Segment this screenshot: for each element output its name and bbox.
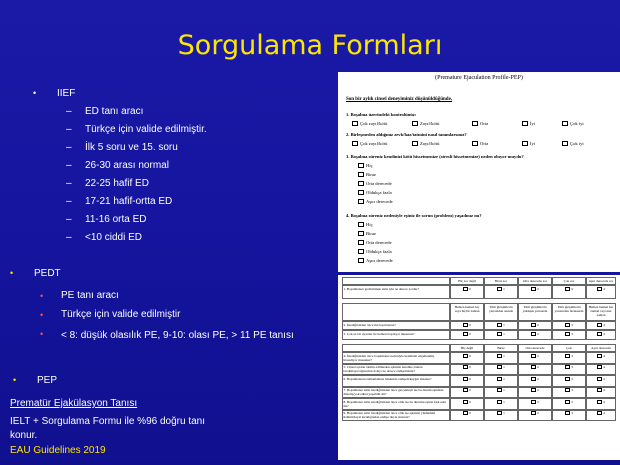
column-header: Aşırı derecede xyxy=(586,344,616,352)
score-cell xyxy=(552,410,586,422)
pep-title: (Premature Ejaculation Profile-PEP) xyxy=(435,75,523,81)
score-value: 3 xyxy=(571,331,573,336)
checkbox xyxy=(497,377,502,381)
score-value: 4 xyxy=(603,399,605,404)
checkbox xyxy=(531,365,536,369)
checkbox xyxy=(597,400,602,404)
column-header: Çok zor xyxy=(552,277,586,285)
score-cell xyxy=(484,352,518,364)
score-value: 3 xyxy=(571,353,573,358)
score-cell xyxy=(518,375,552,387)
score-cell xyxy=(450,375,484,387)
checkbox xyxy=(597,411,602,415)
column-header: Tüm girişimlerin yarısından fazlasında xyxy=(552,303,586,321)
pedt-question: 5. Cinsel açıdan tatmin edilmeden eşinizin kendine zaman bırakmayacağınızdan dolayı ne derece endişelisiniz? xyxy=(342,364,450,376)
score-cell xyxy=(552,375,586,387)
score-cell xyxy=(450,410,484,422)
checkbox xyxy=(597,354,602,358)
checkbox xyxy=(531,388,536,392)
score-value: 4 xyxy=(603,376,605,381)
pep-option: Zayıf/kötü xyxy=(420,121,440,126)
checkbox xyxy=(463,400,468,404)
checkbox xyxy=(565,365,570,369)
score-cell xyxy=(518,398,552,410)
column-header: Tüm girişimlerin yarısından azında xyxy=(484,303,518,321)
score-value: 3 xyxy=(571,322,573,327)
score-cell xyxy=(518,364,552,376)
score-cell xyxy=(518,387,552,399)
pedt-question: 1. Boşalmanızı geciktirmek sizin için ne derece zordur? xyxy=(342,285,450,299)
score-cell xyxy=(484,285,518,299)
checkbox xyxy=(531,287,536,291)
bottom-line-2: IELT + Sorgulama Formu ile %96 doğru tanı konur. xyxy=(10,416,206,441)
checkbox xyxy=(597,377,602,381)
checkbox xyxy=(597,332,602,336)
score-value: 0 xyxy=(469,322,471,327)
pep-option: Çok iyi xyxy=(570,141,584,146)
pep-intro: Son bir aylık cinsel deneyiminiz düşünüldüğünde, xyxy=(346,97,453,102)
checkbox xyxy=(565,377,570,381)
iief-item: ED tanı aracı xyxy=(85,106,144,117)
score-cell xyxy=(586,321,616,330)
score-value: 2 xyxy=(537,322,539,327)
bullet-dot: • xyxy=(40,291,44,301)
score-value: 0 xyxy=(469,353,471,358)
iief-item: 17-21 hafif-ortta ED xyxy=(85,196,173,207)
score-value: 3 xyxy=(571,286,573,291)
checkbox xyxy=(463,354,468,358)
score-cell xyxy=(518,321,552,330)
iief-item: 22-25 hafif ED xyxy=(85,178,149,189)
column-header: Orta derecede zor xyxy=(518,277,552,285)
column-header: Biraz zor xyxy=(484,277,518,285)
iief-item: İlk 5 soru ve 15. soru xyxy=(85,142,178,153)
checkbox xyxy=(531,323,536,327)
score-cell xyxy=(484,410,518,422)
score-value: 3 xyxy=(571,411,573,415)
score-value: 1 xyxy=(503,286,505,291)
score-value: 4 xyxy=(603,331,605,336)
pep-question: 3. Boşalma süreniz kendinizi kötü hissetmenize (stresli hissetmenize) neden oluyor muydu? xyxy=(346,154,524,159)
score-value: 3 xyxy=(571,388,573,392)
score-value: 0 xyxy=(469,376,471,381)
bullet-dot: • xyxy=(13,375,17,385)
score-cell xyxy=(552,352,586,364)
score-value: 0 xyxy=(469,331,471,336)
score-cell xyxy=(586,285,616,299)
header-blank xyxy=(342,344,450,352)
pep-label: PEP xyxy=(37,375,58,386)
score-value: 1 xyxy=(503,331,505,336)
column-header: Çok xyxy=(552,344,586,352)
checkbox xyxy=(565,287,570,291)
pep-option: Çok iyi xyxy=(570,121,584,126)
score-value: 1 xyxy=(503,399,505,404)
iief-label: IIEF xyxy=(57,88,76,99)
pep-option: Orta derecede xyxy=(366,240,392,245)
score-cell xyxy=(450,330,484,340)
pep-option: Orta xyxy=(480,141,489,146)
pedt-item: < 8: düşük olasılık PE, 9-10: olası PE, > 11 PE tanısı xyxy=(61,330,294,341)
score-cell xyxy=(518,330,552,340)
score-value: 1 xyxy=(503,388,505,392)
score-cell xyxy=(518,352,552,364)
score-cell xyxy=(484,364,518,376)
score-value: 2 xyxy=(537,365,539,369)
checkbox xyxy=(497,411,502,415)
score-cell xyxy=(484,398,518,410)
column-header: Orta derecede xyxy=(518,344,552,352)
pedt-question: 8. Boşalmanız sizin istediğinizden önce oldu ise bu durumu eşiniz fark eder mi? xyxy=(342,398,450,410)
checkbox xyxy=(565,388,570,392)
checkbox xyxy=(463,377,468,381)
checkbox xyxy=(497,287,502,291)
column-header: Hemen hemen her zaman veya her zaman xyxy=(586,303,616,321)
pedt-questionnaire-table xyxy=(338,275,620,460)
score-value: 3 xyxy=(571,399,573,404)
iief-item: <10 ciddi ED xyxy=(85,232,142,243)
pep-option: Zayıf/kötü xyxy=(420,141,440,146)
score-cell xyxy=(450,364,484,376)
checkbox xyxy=(597,287,602,291)
score-value: 2 xyxy=(537,411,539,415)
score-cell xyxy=(484,375,518,387)
score-cell xyxy=(552,321,586,330)
pep-option: Hiç xyxy=(366,222,373,227)
score-value: 4 xyxy=(603,388,605,392)
pep-question: 1. Boşalma üzerindeki kontrolünüz: xyxy=(346,112,417,117)
score-value: 0 xyxy=(469,399,471,404)
checkbox xyxy=(565,354,570,358)
score-value: 0 xyxy=(469,388,471,392)
iief-item: 11-16 orta ED xyxy=(85,214,147,225)
iief-item: 26-30 arası normal xyxy=(85,160,169,171)
score-value: 4 xyxy=(603,286,605,291)
checkbox xyxy=(497,365,502,369)
checkbox xyxy=(463,388,468,392)
checkbox xyxy=(531,400,536,404)
score-value: 1 xyxy=(503,411,505,415)
checkbox xyxy=(463,287,468,291)
checkbox xyxy=(497,323,502,327)
pep-option: Aşırı derecede xyxy=(366,258,393,263)
checkbox xyxy=(497,388,502,392)
slide-title: Sorgulama Formları xyxy=(177,30,443,61)
score-cell xyxy=(484,330,518,340)
pep-option: Çok zayıf/kötü xyxy=(360,141,388,146)
score-cell xyxy=(518,285,552,299)
checkbox xyxy=(597,365,602,369)
checkbox xyxy=(497,400,502,404)
score-cell xyxy=(586,387,616,399)
checkbox xyxy=(531,354,536,358)
pedt-item: Türkçe için valide edilmiştir xyxy=(61,309,181,320)
score-cell xyxy=(586,330,616,340)
bottom-line-3: EAU Guidelines 2019 xyxy=(10,445,106,456)
column-header: Tüm girişimlerin yaklaşık yarısında xyxy=(518,303,552,321)
score-value: 0 xyxy=(469,286,471,291)
score-cell xyxy=(484,387,518,399)
pedt-question: 4. İstediğinizden önce boşalmanız nedeniyle kendinizi engellenmiş hissediyor musunuz? xyxy=(342,352,450,364)
pep-option: Aşırı derecede xyxy=(366,199,393,204)
pep-option: Biraz xyxy=(366,231,376,236)
score-value: 2 xyxy=(537,286,539,291)
score-cell xyxy=(586,410,616,422)
score-value: 0 xyxy=(469,411,471,415)
header-blank xyxy=(342,303,450,321)
score-value: 2 xyxy=(537,388,539,392)
bullet-dot: • xyxy=(40,329,44,339)
checkbox xyxy=(531,332,536,336)
checkbox xyxy=(565,323,570,327)
score-value: 1 xyxy=(503,353,505,358)
score-value: 2 xyxy=(537,331,539,336)
pep-option: Orta derecede xyxy=(366,181,392,186)
score-value: 4 xyxy=(603,353,605,358)
pep-option: Hiç xyxy=(366,163,373,168)
score-cell xyxy=(518,410,552,422)
pep-option: İyi xyxy=(530,121,536,126)
score-cell xyxy=(586,352,616,364)
checkbox xyxy=(463,365,468,369)
pedt-question: 9. Boşalmanız sizin istediğinizden önce oldu ise eşinizin yüzündeki üzüntü/hayal kırıklığından endişe duyar mısınız? xyxy=(342,410,450,422)
score-value: 1 xyxy=(503,322,505,327)
pedt-question: 7. Boşalmanız sizin istediğinizden önce gerçekleşir ise bu durum eşinizde düzelip/yok etkisi yapabilir mi? xyxy=(342,387,450,399)
checkbox xyxy=(463,411,468,415)
score-cell xyxy=(450,321,484,330)
checkbox xyxy=(565,332,570,336)
score-value: 3 xyxy=(571,376,573,381)
pedt-question: 2. İstediğinizden önce mi boşalırsınız? xyxy=(342,321,450,330)
score-value: 2 xyxy=(537,399,539,404)
column-header: Hemen hemen hiç veya hiçbir zaman xyxy=(450,303,484,321)
checkbox xyxy=(565,411,570,415)
column-header: Hiç zor değil xyxy=(450,277,484,285)
checkbox xyxy=(497,354,502,358)
score-cell xyxy=(552,285,586,299)
header-blank xyxy=(342,277,450,285)
score-cell xyxy=(450,352,484,364)
score-value: 2 xyxy=(537,376,539,381)
score-cell xyxy=(450,285,484,299)
score-value: 4 xyxy=(603,411,605,415)
checkbox xyxy=(531,377,536,381)
column-header: Aşırı derecede zor xyxy=(586,277,616,285)
pedt-label: PEDT xyxy=(34,268,61,279)
column-header: Hiç değil xyxy=(450,344,484,352)
bullet-dot: • xyxy=(40,310,44,320)
score-value: 0 xyxy=(469,365,471,369)
score-cell xyxy=(586,364,616,376)
score-cell xyxy=(450,387,484,399)
pep-option: Biraz xyxy=(366,172,376,177)
score-cell xyxy=(586,375,616,387)
score-value: 3 xyxy=(571,365,573,369)
score-value: 4 xyxy=(603,365,605,369)
score-cell xyxy=(552,364,586,376)
checkbox xyxy=(597,323,602,327)
pedt-item: PE tanı aracı xyxy=(61,290,119,301)
checkbox xyxy=(597,388,602,392)
score-cell xyxy=(552,330,586,340)
pep-option: İyi xyxy=(530,141,536,146)
pep-questionnaire xyxy=(338,72,620,272)
score-value: 4 xyxy=(603,322,605,327)
score-cell xyxy=(484,321,518,330)
checkbox xyxy=(531,411,536,415)
pep-option: Çok zayıf/kötü xyxy=(360,121,388,126)
column-header: Biraz xyxy=(484,344,518,352)
score-cell xyxy=(450,398,484,410)
pep-option: Orta xyxy=(480,121,489,126)
pep-option: Oldukça fazla xyxy=(366,249,392,254)
score-cell xyxy=(586,398,616,410)
bullet-dot: • xyxy=(10,268,14,278)
score-value: 1 xyxy=(503,365,505,369)
checkbox xyxy=(463,323,468,327)
bottom-line-1: Prematür Ejakülasyon Tanısı xyxy=(10,398,138,409)
score-value: 1 xyxy=(503,376,505,381)
pep-option: Oldukça fazla xyxy=(366,190,392,195)
pep-question: 2. Birleşmeden aldığınız zevk/haz/tatmini nasıl tanımlarsınız? xyxy=(346,132,467,137)
pedt-question: 3. Çok az bir uyarılar ile hemen boşalıyor musunuz? xyxy=(342,330,450,340)
bullet-dot: • xyxy=(33,88,37,98)
checkbox xyxy=(497,332,502,336)
score-cell xyxy=(552,398,586,410)
pedt-question: 6. Boşalmanızın zamanlaması hakkında endişeli/kaygılı mısınız? xyxy=(342,375,450,387)
pep-question: 4. Boşalma süreniz nedeniyle eşiniz ile sorun (problem) yaşadınız mı? xyxy=(346,213,482,218)
checkbox xyxy=(463,332,468,336)
checkbox xyxy=(565,400,570,404)
score-cell xyxy=(552,387,586,399)
iief-item: Türkçe için valide edilmiştir. xyxy=(85,124,207,135)
score-value: 2 xyxy=(537,353,539,358)
